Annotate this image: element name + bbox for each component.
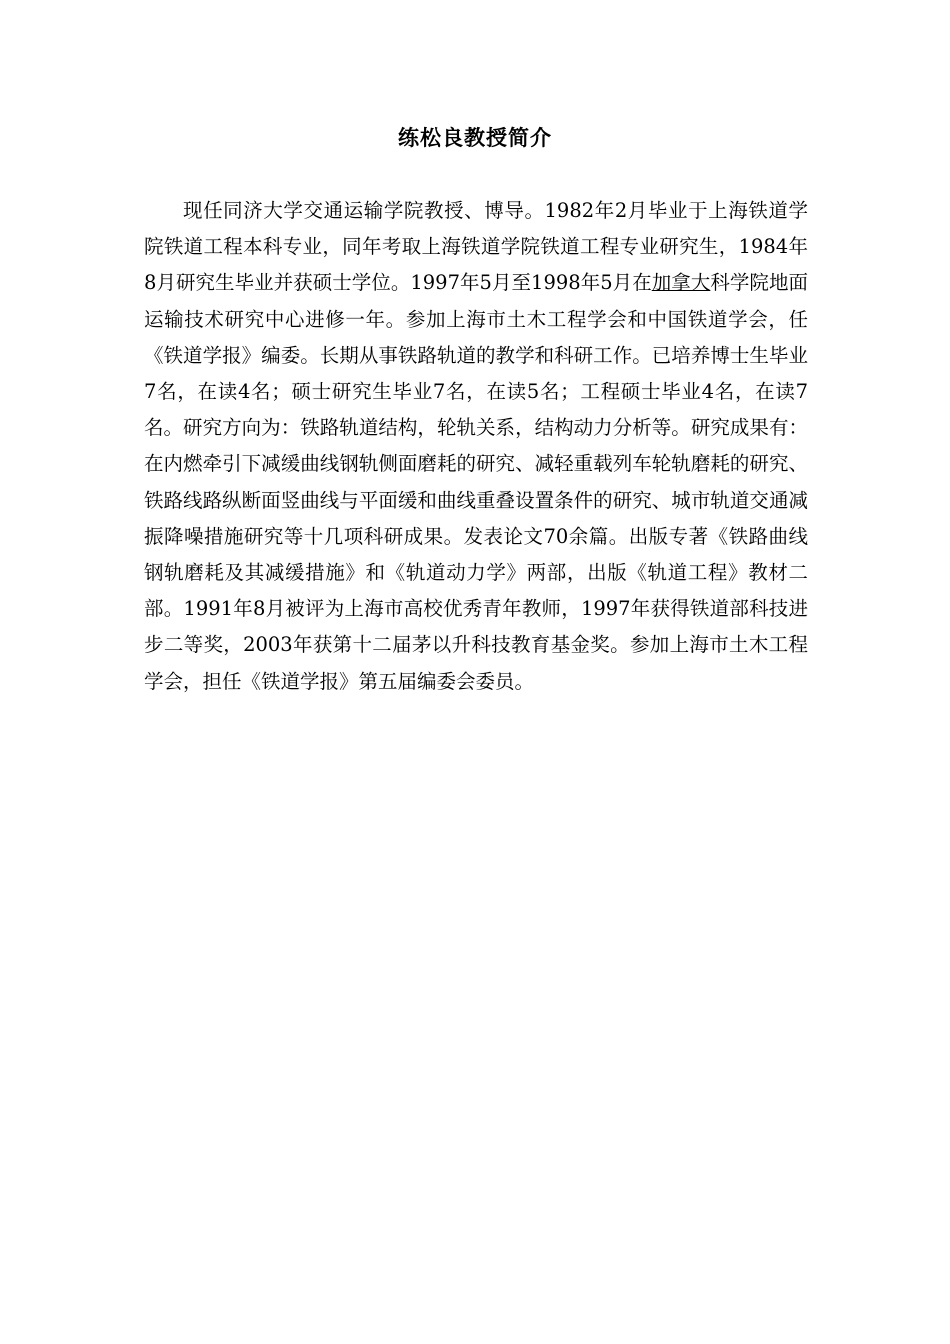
underlined-term: 加拿大: [651, 271, 711, 295]
page-title: 练松良教授简介: [398, 125, 552, 150]
biography-text-part-1: 现任同济大学交通运输学院教授、博导。1982年2月毕业于上海铁道学院铁道工程本科专业，同年考取上海铁道学院铁道工程专业研究生，1984年8月研究生毕业并获硕士学位。1997年5月至1998年5月在: [144, 199, 808, 295]
biography-paragraph: [144, 193, 808, 700]
biography-text-part-2: 科学院地面运输技术研究中心进修一年。参加上海市土木工程学会和中国铁道学会，任《铁道学报》编委。长期从事铁路轨道的教学和科研工作。已培养博士生毕业7名，在读4名；硕士研究生毕业7名，在读5名；工程硕士毕业4名，在读7名。研究方向为：铁路轨道结构，轮轨关系，结构动力分析等。研究成果有：在内燃牵引下减缓曲线钢轨侧面磨耗的研究、减轻重载列车轮轨磨耗的研究、铁路线路纵断面竖曲线与平面缓和曲线重叠设置条件的研究、城市轨道交通减振降噪措施研究等十几项科研成果。发表论文70余篇。出版专著《铁路曲线钢轨磨耗及其减缓措施》和《轨道动力学》两部，出版《轨道工程》教材二部。1991年8月被评为上海市高校优秀青年教师，1997年获得铁道部科技进步二等奖，2003年获第十二届茅以升科技教育基金奖。参加上海市土木工程学会，担任《铁道学报》第五届编委会委员。: [144, 271, 808, 693]
